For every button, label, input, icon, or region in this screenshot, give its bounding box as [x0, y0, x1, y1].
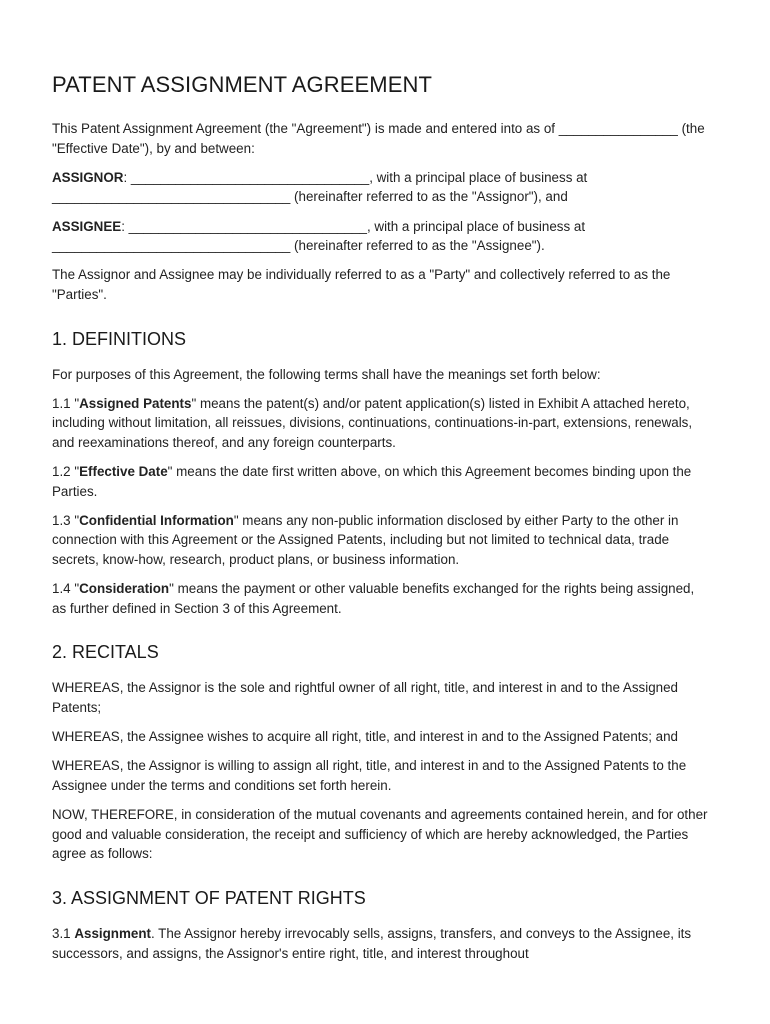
intro-paragraph: This Patent Assignment Agreement (the "Agreement") is made and entered into as of ________________ (the "Effective Date"), by and between:	[52, 121, 705, 156]
assignee-text: : ________________________________, with a principal place of business at ________________________________ (hereinafter referred to as the "Assignee").	[52, 218, 586, 254]
definition-prefix: 1.1 "	[52, 395, 80, 411]
assignor-text: : ________________________________, with a principal place of business at ________________________________ (hereinafter referred to as the "Assignor"), and	[52, 169, 588, 205]
assignment-prefix: 3.1	[52, 925, 75, 941]
recital-paragraph: WHEREAS, the Assignor is willing to assign all right, title, and interest in and to the Assigned Patents to the Assignee under the terms and conditions set forth herein.	[52, 758, 687, 793]
definition-text: " means any non-public information disclosed by either Party to the other in connection with this Agreement or the Assigned Patents, including but not limited to technical data, trade secrets, know-how, research, product plans, or business information.	[52, 512, 679, 568]
definition-term: Consideration	[79, 581, 170, 597]
assignor-label: ASSIGNOR	[52, 169, 124, 185]
definition-prefix: 1.3 "	[52, 512, 80, 528]
definition-prefix: 1.4 "	[52, 581, 80, 597]
definition-item-assigned-patents	[52, 394, 712, 453]
definition-term: Assigned Patents	[79, 395, 192, 411]
assignment-text: . The Assignor hereby irrevocably sells, assigns, transfers, and conveys to the Assignee, its successors, and assigns, the Assignor's entire right, title, and interest throughout	[52, 925, 692, 961]
definition-term: Confidential Information	[79, 512, 234, 528]
definition-prefix: 1.2 "	[52, 464, 80, 480]
definition-item-confidential-information	[52, 511, 712, 570]
assignment-term: Assignment	[74, 925, 151, 941]
definitions-intro: For purposes of this Agreement, the following terms shall have the meanings set forth below:	[52, 366, 601, 382]
recital-paragraph: NOW, THEREFORE, in consideration of the mutual covenants and agreements contained herein, and for other good and valuable consideration, the receipt and sufficiency of which are hereby acknowledged, the Parties agree as follows:	[52, 807, 708, 862]
recital-paragraph: WHEREAS, the Assignor is the sole and rightful owner of all right, title, and interest in and to the Assigned Patents;	[52, 680, 678, 716]
assignee-paragraph	[52, 217, 712, 256]
definition-text: " means the payment or other valuable benefits exchanged for the rights being assigned, as further defined in Section 3 of this Agreement.	[52, 581, 695, 616]
parties-paragraph: The Assignor and Assignee may be individually referred to as a "Party" and collectively referred to as the "Parties".	[52, 267, 671, 302]
document-title: PATENT ASSIGNMENT AGREEMENT	[52, 72, 433, 97]
definitions-heading: 1. DEFINITIONS	[52, 328, 187, 349]
definition-text: " means the date first written above, on which this Agreement becomes binding upon the Parties.	[52, 464, 692, 499]
document-page	[52, 70, 712, 973]
assignment-item	[52, 924, 712, 963]
definition-term: Effective Date	[79, 464, 168, 480]
assignor-paragraph	[52, 168, 712, 207]
assignment-heading: 3. ASSIGNMENT OF PATENT RIGHTS	[52, 887, 366, 908]
recital-paragraph: WHEREAS, the Assignee wishes to acquire all right, title, and interest in and to the Assigned Patents; and	[52, 729, 678, 745]
assignee-label: ASSIGNEE	[52, 218, 122, 234]
definition-text: " means the patent(s) and/or patent application(s) listed in Exhibit A attached hereto, including without limitation, all reissues, divisions, continuations, continuations-in-part, extensions, renewals, and reexaminations thereof, and any foreign counterparts.	[52, 395, 693, 450]
recitals-heading: 2. RECITALS	[52, 642, 159, 663]
definition-item-consideration	[52, 579, 712, 618]
definition-item-effective-date	[52, 462, 712, 501]
